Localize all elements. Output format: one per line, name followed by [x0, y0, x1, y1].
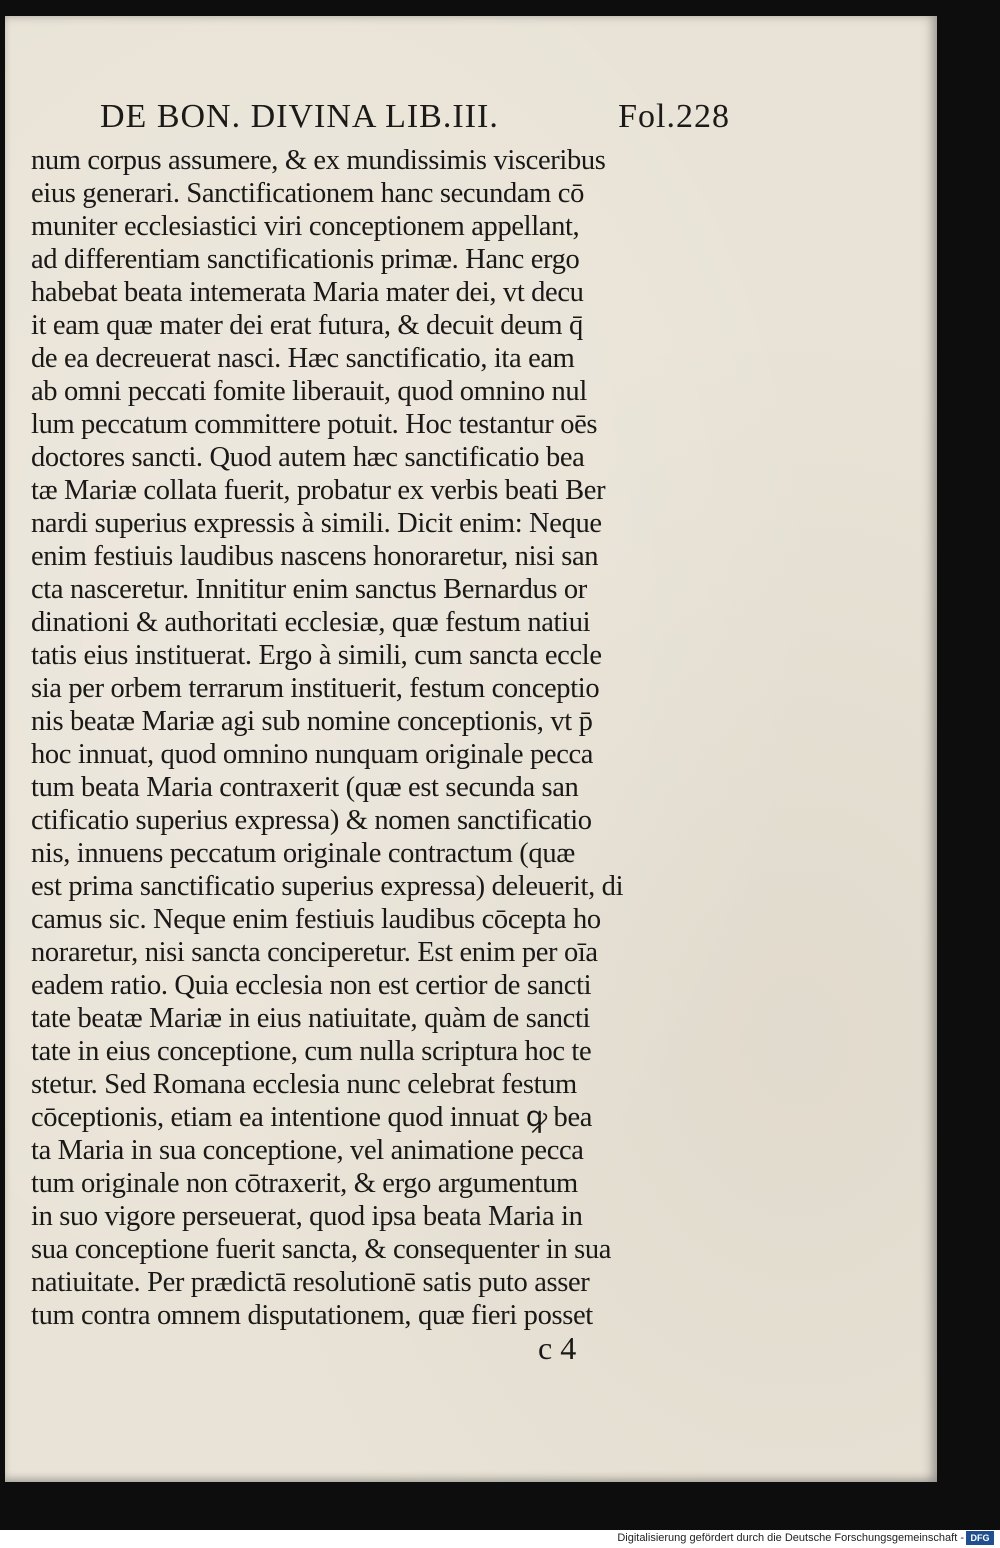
text-line: tæ Mariæ collata fuerit, probatur ex verbis beati Ber: [31, 475, 606, 506]
text-line: habebat beata intemerata Maria mater dei, vt decu: [31, 277, 584, 308]
text-line: tum originale non cōtraxerit, & ergo argumentum: [31, 1168, 578, 1199]
text-line: stetur. Sed Romana ecclesia nunc celebrat festum: [31, 1069, 577, 1100]
text-line: noraretur, nisi sancta conciperetur. Est enim per oīa: [31, 937, 598, 968]
text-line: nis beatæ Mariæ agi sub nomine conceptionis, vt p̄: [31, 706, 593, 737]
running-head: [100, 98, 730, 138]
text-line: cta nasceretur. Innititur enim sanctus Bernardus or: [31, 574, 587, 605]
text-line: tate in eius conceptione, cum nulla scriptura hoc te: [31, 1036, 592, 1067]
text-line: muniter ecclesiastici viri conceptionem appellant,: [31, 211, 580, 242]
text-line: enim festiuis laudibus nascens honoraretur, nisi san: [31, 541, 599, 572]
text-line: nis, innuens peccatum originale contractum (quæ: [31, 838, 575, 869]
text-line: sua conceptione fuerit sancta, & consequenter in sua: [31, 1234, 612, 1265]
folio-number: Fol.228: [618, 98, 730, 135]
footer-bar: [0, 1530, 1000, 1548]
text-line: dinationi & authoritati ecclesiæ, quæ festum natiui: [31, 607, 591, 638]
text-line: natiuitate. Per prædictā resolutionē satis puto asser: [31, 1267, 590, 1298]
body-text: [31, 144, 721, 1332]
text-line: eadem ratio. Quia ecclesia non est certior de sancti: [31, 970, 592, 1001]
text-line: de ea decreuerat nasci. Hæc sanctificatio, ita eam: [31, 343, 575, 374]
text-line: tum beata Maria contraxerit (quæ est secunda san: [31, 772, 579, 803]
text-line: eius generari. Sanctificationem hanc secundam cō: [31, 178, 584, 209]
text-line: est prima sanctificatio superius expressa) deleuerit, di: [31, 871, 624, 902]
text-line: tum contra omnem disputationem, quæ fieri posset: [31, 1300, 593, 1331]
text-line: tate beatæ Mariæ in eius natiuitate, quàm de sancti: [31, 1003, 591, 1034]
text-line: ab omni peccati fomite liberauit, quod omnino nul: [31, 376, 587, 407]
book-page: [5, 16, 937, 1482]
funding-note: Digitalisierung gefördert durch die Deutsche Forschungsgemeinschaft -: [617, 1532, 964, 1544]
text-line: ad differentiam sanctificationis primæ. Hanc ergo: [31, 244, 580, 275]
running-head-title: DE BON. DIVINA LIB.III.: [100, 98, 499, 135]
text-line: ctificatio superius expressa) & nomen sanctificatio: [31, 805, 592, 836]
text-line: tatis eius instituerat. Ergo à simili, cum sancta eccle: [31, 640, 602, 671]
text-line: lum peccatum committere potuit. Hoc testantur oēs: [31, 409, 598, 440]
text-line: it eam quæ mater dei erat futura, & decuit deum q̄: [31, 310, 583, 341]
text-line: in suo vigore perseuerat, quod ipsa beata Maria in: [31, 1201, 583, 1232]
text-line: sia per orbem terrarum instituerit, festum conceptio: [31, 673, 600, 704]
signature-mark: c 4: [538, 1330, 577, 1366]
text-line: hoc innuat, quod omnino nunquam originale pecca: [31, 739, 594, 770]
text-line: cōceptionis, etiam ea intentione quod innuat ꝙ bea: [31, 1102, 593, 1133]
text-line: num corpus assumere, & ex mundissimis visceribus: [31, 145, 606, 176]
text-line: nardi superius expressis à simili. Dicit enim: Neque: [31, 508, 602, 539]
text-line: camus sic. Neque enim festiuis laudibus cōcepta ho: [31, 904, 601, 935]
dfg-logo: DFG: [966, 1531, 994, 1545]
text-line: doctores sancti. Quod autem hæc sanctificatio bea: [31, 442, 585, 473]
text-line: ta Maria in sua conceptione, vel animatione pecca: [31, 1135, 584, 1166]
